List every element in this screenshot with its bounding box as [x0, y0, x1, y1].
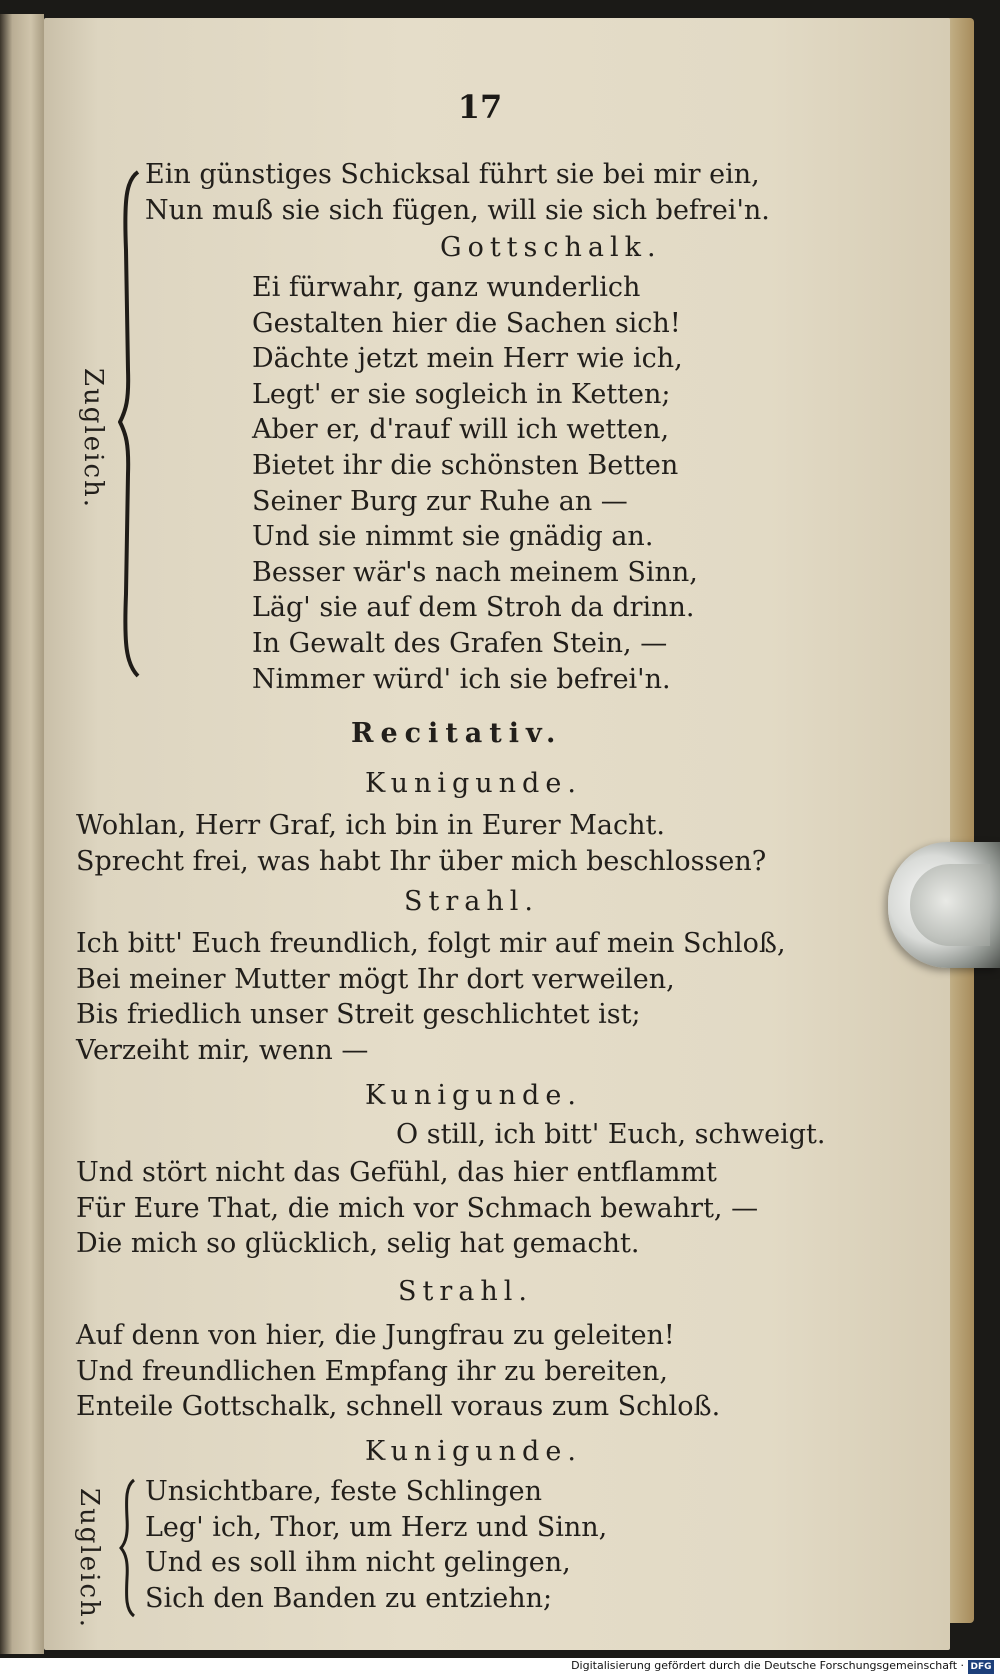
verse-block-kunigunde-1 [76, 808, 766, 879]
verse-line: Nun muß sie sich fügen, will sie sich befrei'n. [145, 194, 770, 226]
verse-line: Seiner Burg zur Ruhe an — [252, 485, 628, 517]
speaker-kunigunde: Kunigunde. [365, 1080, 582, 1111]
verse-line: Unsichtbare, feste Schlingen [145, 1476, 542, 1507]
verse-block-opening [145, 157, 770, 228]
verse-line: Läg' sie auf dem Stroh da drinn. [252, 592, 695, 624]
verse-line: Verzeiht mir, wenn — [76, 1034, 369, 1066]
facing-page-edge [0, 14, 44, 1654]
verse-line: Gestalten hier die Sachen sich! [252, 307, 681, 339]
page-number: 17 [457, 88, 503, 126]
speaker-gottschalk: Gottschalk. [440, 232, 662, 263]
verse-line: Besser wär's nach meinem Sinn, [252, 556, 698, 588]
verse-line: Bis friedlich unser Streit geschlichtet ist; [76, 999, 641, 1031]
verse-line: Legt' er sie sogleich in Ketten; [252, 378, 671, 410]
verse-line: Sich den Banden zu entziehn; [145, 1582, 553, 1614]
verse-line: Nimmer würd' ich sie befrei'n. [252, 663, 671, 695]
verse-line: Die mich so glücklich, selig hat gemacht. [76, 1228, 640, 1260]
page-clip [888, 842, 1000, 968]
verse-line: Dächte jetzt mein Herr wie ich, [252, 343, 683, 375]
page-clip-inner [910, 864, 990, 946]
speaker-strahl: Strahl. [404, 886, 539, 917]
brace-small [118, 1478, 138, 1618]
verse-line: Und stört nicht das Gefühl, das hier entflammt [76, 1157, 717, 1188]
verse-block-kunigunde-2 [76, 1155, 758, 1262]
verse-block-strahl-2 [76, 1318, 720, 1425]
verse-line: Für Eure That, die mich vor Schmach bewahrt, — [76, 1192, 759, 1224]
verse-line: Bietet ihr die schönsten Betten [252, 449, 679, 481]
verse-block-kunigunde-3 [145, 1474, 607, 1616]
speaker-strahl: Strahl. [398, 1276, 533, 1307]
verse-line: Enteile Gottschalk, schnell voraus zum Schloß. [76, 1391, 721, 1423]
verse-line: Ei fürwahr, ganz wunderlich [252, 272, 641, 303]
verse-line: Ich bitt' Euch freundlich, folgt mir auf mein Schloß, [76, 928, 786, 959]
speaker-kunigunde: Kunigunde. [365, 1436, 582, 1467]
speaker-kunigunde: Kunigunde. [365, 768, 582, 799]
brace-large [118, 170, 142, 680]
verse-block-strahl-1 [76, 926, 786, 1068]
verse-line: Ein günstiges Schicksal führt sie bei mir ein, [145, 159, 760, 190]
side-label-zugleich: Zugleich. [78, 368, 108, 510]
verse-line: Wohlan, Herr Graf, ich bin in Eurer Macht. [76, 810, 665, 841]
verse-line: Und freundlichen Empfang ihr zu bereiten, [76, 1355, 668, 1387]
section-heading-recitativ: Recitativ. [351, 718, 563, 749]
verse-line: Bei meiner Mutter mögt Ihr dort verweilen, [76, 963, 675, 995]
verse-line: Und sie nimmt sie gnädig an. [252, 521, 654, 553]
verse-line: Und es soll ihm nicht gelingen, [145, 1547, 571, 1579]
verse-line: Leg' ich, Thor, um Herz und Sinn, [145, 1511, 608, 1543]
verse-block-gottschalk [252, 270, 698, 697]
dfg-logo: DFG [968, 1660, 994, 1674]
digitization-credit: Digitalisierung gefördert durch die Deutsche Forschungsgemeinschaft · [571, 1659, 964, 1672]
side-label-zugleich-2: Zugleich. [74, 1488, 104, 1630]
verse-line-indented: O still, ich bitt' Euch, schweigt. [396, 1119, 826, 1150]
verse-line: Aber er, d'rauf will ich wetten, [252, 414, 670, 446]
verse-line: Sprecht frei, was habt Ihr über mich beschlossen? [76, 845, 767, 877]
verse-line: In Gewalt des Grafen Stein, — [252, 627, 668, 659]
verse-line: Auf denn von hier, die Jungfrau zu geleiten! [76, 1320, 675, 1351]
